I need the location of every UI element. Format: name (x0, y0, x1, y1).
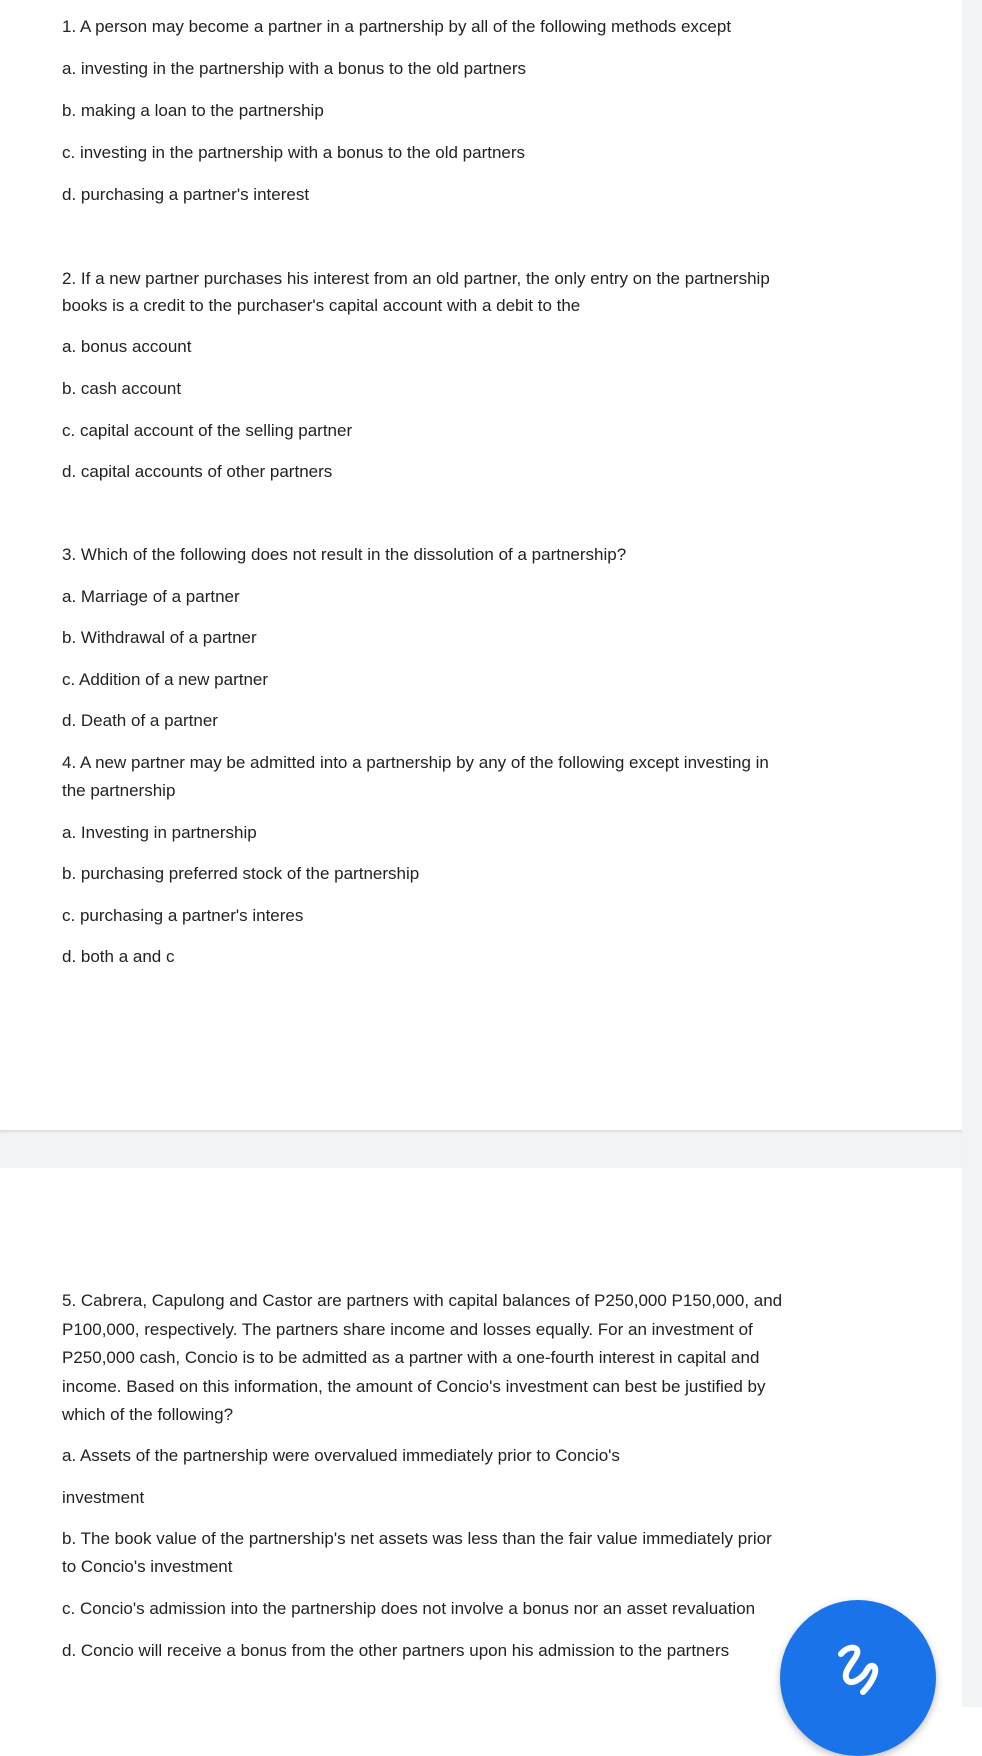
question-4-option-b: b. purchasing preferred stock of the partnership (62, 864, 420, 883)
question-4-stem-line-1: 4. A new partner may be admitted into a partnership by any of the following except investing in (62, 753, 769, 772)
question-2-option-c: c. capital account of the selling partner (62, 421, 353, 440)
question-5-stem-line-5: which of the following? (62, 1405, 234, 1424)
question-5-option-a-line-1: a. Assets of the partnership were overvalued immediately prior to Concio's (62, 1446, 620, 1465)
question-2-option-d: d. capital accounts of other partners (62, 462, 333, 481)
question-5-option-a-line-2: investment (62, 1488, 145, 1507)
question-3-option-a: a. Marriage of a partner (62, 587, 240, 606)
question-5-option-b-line-2: to Concio's investment (62, 1557, 233, 1576)
question-2-stem-line-1: 2. If a new partner purchases his interest from an old partner, the only entry on the partnership (62, 269, 770, 288)
question-4-option-d: d. both a and c (62, 947, 175, 966)
question-5-stem-line-2: P100,000, respectively. The partners share income and losses equally. For an investment of (62, 1320, 753, 1339)
question-3-stem: 3. Which of the following does not result in the dissolution of a partnership? (62, 545, 627, 564)
question-4-stem-line-2: the partnership (62, 781, 176, 800)
question-1-stem: 1. A person may become a partner in a partnership by all of the following methods except (62, 17, 732, 36)
question-1-option-a: a. investing in the partnership with a bonus to the old partners (62, 59, 527, 78)
question-5-option-d: d. Concio will receive a bonus from the other partners upon his admission to the partners (62, 1641, 730, 1660)
question-1-option-c: c. investing in the partnership with a bonus to the old partners (62, 143, 526, 162)
question-5-stem-line-4: income. Based on this information, the amount of Concio's investment can best be justified by (62, 1377, 766, 1396)
question-1-option-b: b. making a loan to the partnership (62, 101, 324, 120)
question-3-option-c: c. Addition of a new partner (62, 670, 269, 689)
question-2-option-a: a. bonus account (62, 337, 192, 356)
question-2-option-b: b. cash account (62, 379, 182, 398)
scroll-gutter (962, 0, 982, 1707)
question-5-stem-line-3: P250,000 cash, Concio is to be admitted as a partner with a one-fourth interest in capital and (62, 1348, 760, 1367)
question-5-stem-line-1: 5. Cabrera, Capulong and Castor are partners with capital balances of P250,000 P150,000, and (62, 1291, 783, 1310)
question-3-option-b: b. Withdrawal of a partner (62, 628, 257, 647)
question-5-option-c: c. Concio's admission into the partnership does not involve a bonus nor an asset revaluation (62, 1599, 756, 1618)
question-4-option-c: c. purchasing a partner's interes (62, 906, 304, 925)
question-3-option-d: d. Death of a partner (62, 711, 218, 730)
question-5-option-b-line-1: b. The book value of the partnership's net assets was less than the fair value immediately prior (62, 1529, 772, 1548)
floating-action-button[interactable] (780, 1600, 936, 1756)
question-1-option-d: d. purchasing a partner's interest (62, 185, 310, 204)
page-divider (0, 1130, 962, 1168)
question-2-stem-line-2: books is a credit to the purchaser's capital account with a debit to the (62, 296, 581, 315)
question-4-option-a: a. Investing in partnership (62, 823, 257, 842)
app-logo-icon (833, 1640, 883, 1700)
